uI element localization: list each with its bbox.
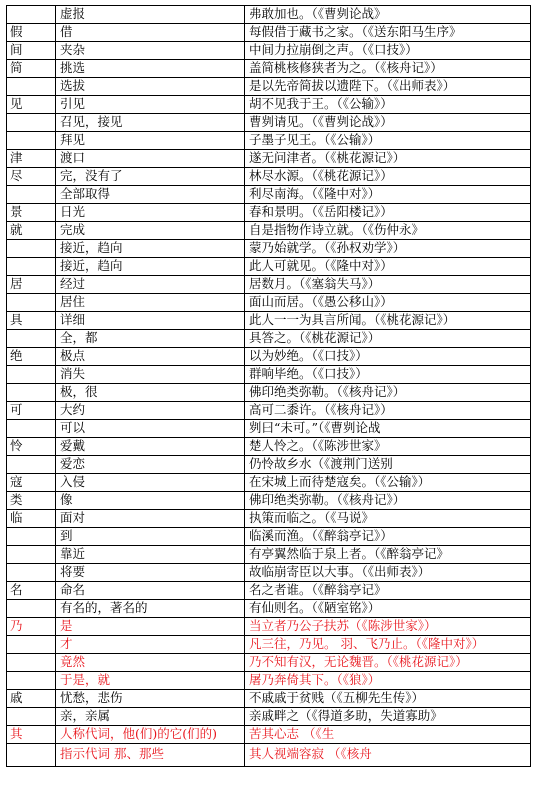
headword-cell: 简 (7, 60, 56, 78)
table-row (7, 78, 531, 96)
table-row (7, 420, 531, 438)
example-cell: 凡三往，乃见。 羽、飞乃止。（《隆中对》） (245, 636, 531, 654)
example-cell: 遂无问津者。（《桃花源记》） (245, 150, 531, 168)
example-cell: 居数月。（《塞翁失马》） (245, 276, 531, 294)
headword-cell: 尽 (7, 168, 56, 186)
meaning-cell: 召见，接见 (56, 114, 245, 132)
example-cell: 执策而临之。（《马说》 (245, 510, 531, 528)
headword-cell: 临 (7, 510, 56, 528)
meaning-cell: 完，没有了 (56, 168, 245, 186)
example-cell: 名之者谁。（《醉翁亭记》 (245, 582, 531, 600)
headword-cell: 就 (7, 222, 56, 240)
headword-cell (7, 420, 56, 438)
meaning-cell: 将要 (56, 564, 245, 582)
headword-cell: 寇 (7, 474, 56, 492)
example-cell: 乃不知有汉，无论魏晋。（《桃花源记》） (245, 654, 531, 672)
meaning-cell: 消失 (56, 366, 245, 384)
headword-cell: 可 (7, 402, 56, 420)
table-row (7, 690, 531, 708)
example-cell: 当立者乃公子扶苏（《陈涉世家》） (245, 618, 531, 636)
example-cell: 高可二黍许。（《核舟记》） (245, 402, 531, 420)
table-row (7, 60, 531, 78)
table-row (7, 600, 531, 618)
meaning-cell: 人称代词，他(们)的它(们的) (56, 726, 245, 744)
table-row (7, 348, 531, 366)
meaning-cell: 是 (56, 618, 245, 636)
table-row (7, 744, 531, 767)
meaning-cell: 详细 (56, 312, 245, 330)
headword-cell (7, 546, 56, 564)
example-cell: 弗敢加也。（《曹刿论战》 (245, 6, 531, 24)
example-cell: 子墨子见王。（《公输》） (245, 132, 531, 150)
example-cell: 亲戚畔之（《得道多助，失道寡助》 (245, 708, 531, 726)
table-row (7, 492, 531, 510)
example-cell: 利尽南海。（《隆中对》） (245, 186, 531, 204)
meaning-cell: 居住 (56, 294, 245, 312)
table-row (7, 456, 531, 474)
headword-cell (7, 366, 56, 384)
meaning-cell: 才 (56, 636, 245, 654)
example-cell: 具答之。（《桃花源记》） (245, 330, 531, 348)
table-row (7, 294, 531, 312)
meaning-cell: 全部取得 (56, 186, 245, 204)
table-row (7, 672, 531, 690)
headword-cell: 间 (7, 42, 56, 60)
headword-cell (7, 528, 56, 546)
table-row (7, 654, 531, 672)
meaning-cell: 爱恋 (56, 456, 245, 474)
table-body (7, 6, 531, 767)
meaning-cell: 日光 (56, 204, 245, 222)
headword-cell: 怜 (7, 438, 56, 456)
headword-cell (7, 78, 56, 96)
meaning-cell: 竟然 (56, 654, 245, 672)
example-cell: 面山而居。（《愚公移山》） (245, 294, 531, 312)
example-cell: 在宋城上而待楚寇矣。（《公输》） (245, 474, 531, 492)
headword-cell (7, 654, 56, 672)
example-cell: 胡不见我于王。（《公输》） (245, 96, 531, 114)
meaning-cell: 命名 (56, 582, 245, 600)
table-row (7, 276, 531, 294)
example-cell: 此人可就见。（《隆中对》） (245, 258, 531, 276)
meaning-cell: 极点 (56, 348, 245, 366)
headword-cell (7, 114, 56, 132)
table-row (7, 582, 531, 600)
headword-cell: 景 (7, 204, 56, 222)
example-cell: 楚人怜之。（《陈涉世家》 (245, 438, 531, 456)
table-row (7, 618, 531, 636)
table-row (7, 636, 531, 654)
meaning-cell: 选拔 (56, 78, 245, 96)
vocabulary-table (6, 5, 531, 767)
example-cell: 以为妙绝。（《口技》） (245, 348, 531, 366)
table-row (7, 546, 531, 564)
meaning-cell: 引见 (56, 96, 245, 114)
example-cell: 蒙乃始就学。（《孙权劝学》） (245, 240, 531, 258)
example-cell: 每假借于藏书之家。（《送东阳马生序》 (245, 24, 531, 42)
headword-cell: 绝 (7, 348, 56, 366)
headword-cell (7, 240, 56, 258)
headword-cell (7, 330, 56, 348)
table-row (7, 240, 531, 258)
example-cell: 中间力拉崩倒之声。（《口技》） (245, 42, 531, 60)
example-cell: 屠乃奔倚其下。（《狼》） (245, 672, 531, 690)
headword-cell (7, 258, 56, 276)
example-cell: 自是指物作诗立就。（《伤仲永》 (245, 222, 531, 240)
table-row (7, 438, 531, 456)
headword-cell: 津 (7, 150, 56, 168)
headword-cell (7, 186, 56, 204)
example-cell: 群响毕绝。（《口技》） (245, 366, 531, 384)
meaning-cell: 挑选 (56, 60, 245, 78)
meaning-cell: 虚报 (56, 6, 245, 24)
meaning-cell: 大约 (56, 402, 245, 420)
example-cell: 曹刿请见。（《曹刿论战》） (245, 114, 531, 132)
table-row (7, 222, 531, 240)
headword-cell: 其 (7, 726, 56, 744)
headword-cell (7, 636, 56, 654)
headword-cell (7, 6, 56, 24)
example-cell: 刿曰“未可。”（《曹刿论战 (245, 420, 531, 438)
meaning-cell: 拜见 (56, 132, 245, 150)
headword-cell (7, 384, 56, 402)
meaning-cell: 入侵 (56, 474, 245, 492)
table-row (7, 132, 531, 150)
vocabulary-document (6, 5, 530, 767)
table-row (7, 168, 531, 186)
meaning-cell: 接近，趋向 (56, 258, 245, 276)
headword-cell (7, 708, 56, 726)
example-cell: 苦其心志 （《生 (245, 726, 531, 744)
meaning-cell: 借 (56, 24, 245, 42)
meaning-cell: 于是，就 (56, 672, 245, 690)
headword-cell: 类 (7, 492, 56, 510)
meaning-cell: 可以 (56, 420, 245, 438)
meaning-cell: 像 (56, 492, 245, 510)
table-row (7, 528, 531, 546)
example-cell: 春和景明。（《岳阳楼记》） (245, 204, 531, 222)
example-cell: 不戚戚于贫贱（《五柳先生传》） (245, 690, 531, 708)
example-cell: 林尽水源。（《桃花源记》） (245, 168, 531, 186)
meaning-cell: 夹杂 (56, 42, 245, 60)
table-row (7, 510, 531, 528)
headword-cell (7, 600, 56, 618)
table-row (7, 402, 531, 420)
table-row (7, 6, 531, 24)
meaning-cell: 全，都 (56, 330, 245, 348)
example-cell: 临溪而渔。（《醉翁亭记》） (245, 528, 531, 546)
headword-cell (7, 456, 56, 474)
headword-cell: 具 (7, 312, 56, 330)
example-cell: 此人一一为具言所闻。（《桃花源记》） (245, 312, 531, 330)
table-row (7, 258, 531, 276)
table-row (7, 726, 531, 744)
meaning-cell: 有名的，著名的 (56, 600, 245, 618)
table-row (7, 474, 531, 492)
example-cell: 有亭翼然临于泉上者。（《醉翁亭记》 (245, 546, 531, 564)
headword-cell (7, 744, 56, 767)
example-cell: 其人视端容寂 （《核舟 (245, 744, 531, 767)
example-cell: 盖简桃核修狭者为之。（《核舟记》） (245, 60, 531, 78)
table-row (7, 384, 531, 402)
table-row (7, 24, 531, 42)
meaning-cell: 指示代词 那、那些 (56, 744, 245, 767)
headword-cell (7, 564, 56, 582)
headword-cell: 戚 (7, 690, 56, 708)
meaning-cell: 爱戴 (56, 438, 245, 456)
headword-cell (7, 672, 56, 690)
table-row (7, 114, 531, 132)
meaning-cell: 亲，亲属 (56, 708, 245, 726)
headword-cell: 名 (7, 582, 56, 600)
headword-cell: 居 (7, 276, 56, 294)
table-row (7, 708, 531, 726)
table-row (7, 330, 531, 348)
meaning-cell: 完成 (56, 222, 245, 240)
table-row (7, 564, 531, 582)
example-cell: 有仙则名。（《陋室铭》） (245, 600, 531, 618)
table-row (7, 204, 531, 222)
example-cell: 是以先帝简拔以遗陛下。（《出师表》） (245, 78, 531, 96)
headword-cell: 乃 (7, 618, 56, 636)
headword-cell: 假 (7, 24, 56, 42)
meaning-cell: 经过 (56, 276, 245, 294)
meaning-cell: 靠近 (56, 546, 245, 564)
table-row (7, 96, 531, 114)
meaning-cell: 极，很 (56, 384, 245, 402)
table-row (7, 186, 531, 204)
table-row (7, 42, 531, 60)
headword-cell (7, 132, 56, 150)
meaning-cell: 接近，趋向 (56, 240, 245, 258)
meaning-cell: 到 (56, 528, 245, 546)
example-cell: 佛印绝类弥勒。（《核舟记》） (245, 384, 531, 402)
headword-cell (7, 294, 56, 312)
table-row (7, 150, 531, 168)
table-row (7, 366, 531, 384)
example-cell: 仍怜故乡水（《渡荆门送别 (245, 456, 531, 474)
meaning-cell: 渡口 (56, 150, 245, 168)
example-cell: 故临崩寄臣以大事。（《出师表》） (245, 564, 531, 582)
headword-cell: 见 (7, 96, 56, 114)
meaning-cell: 面对 (56, 510, 245, 528)
example-cell: 佛印绝类弥勒。（《核舟记》） (245, 492, 531, 510)
meaning-cell: 忧愁，悲伤 (56, 690, 245, 708)
table-row (7, 312, 531, 330)
